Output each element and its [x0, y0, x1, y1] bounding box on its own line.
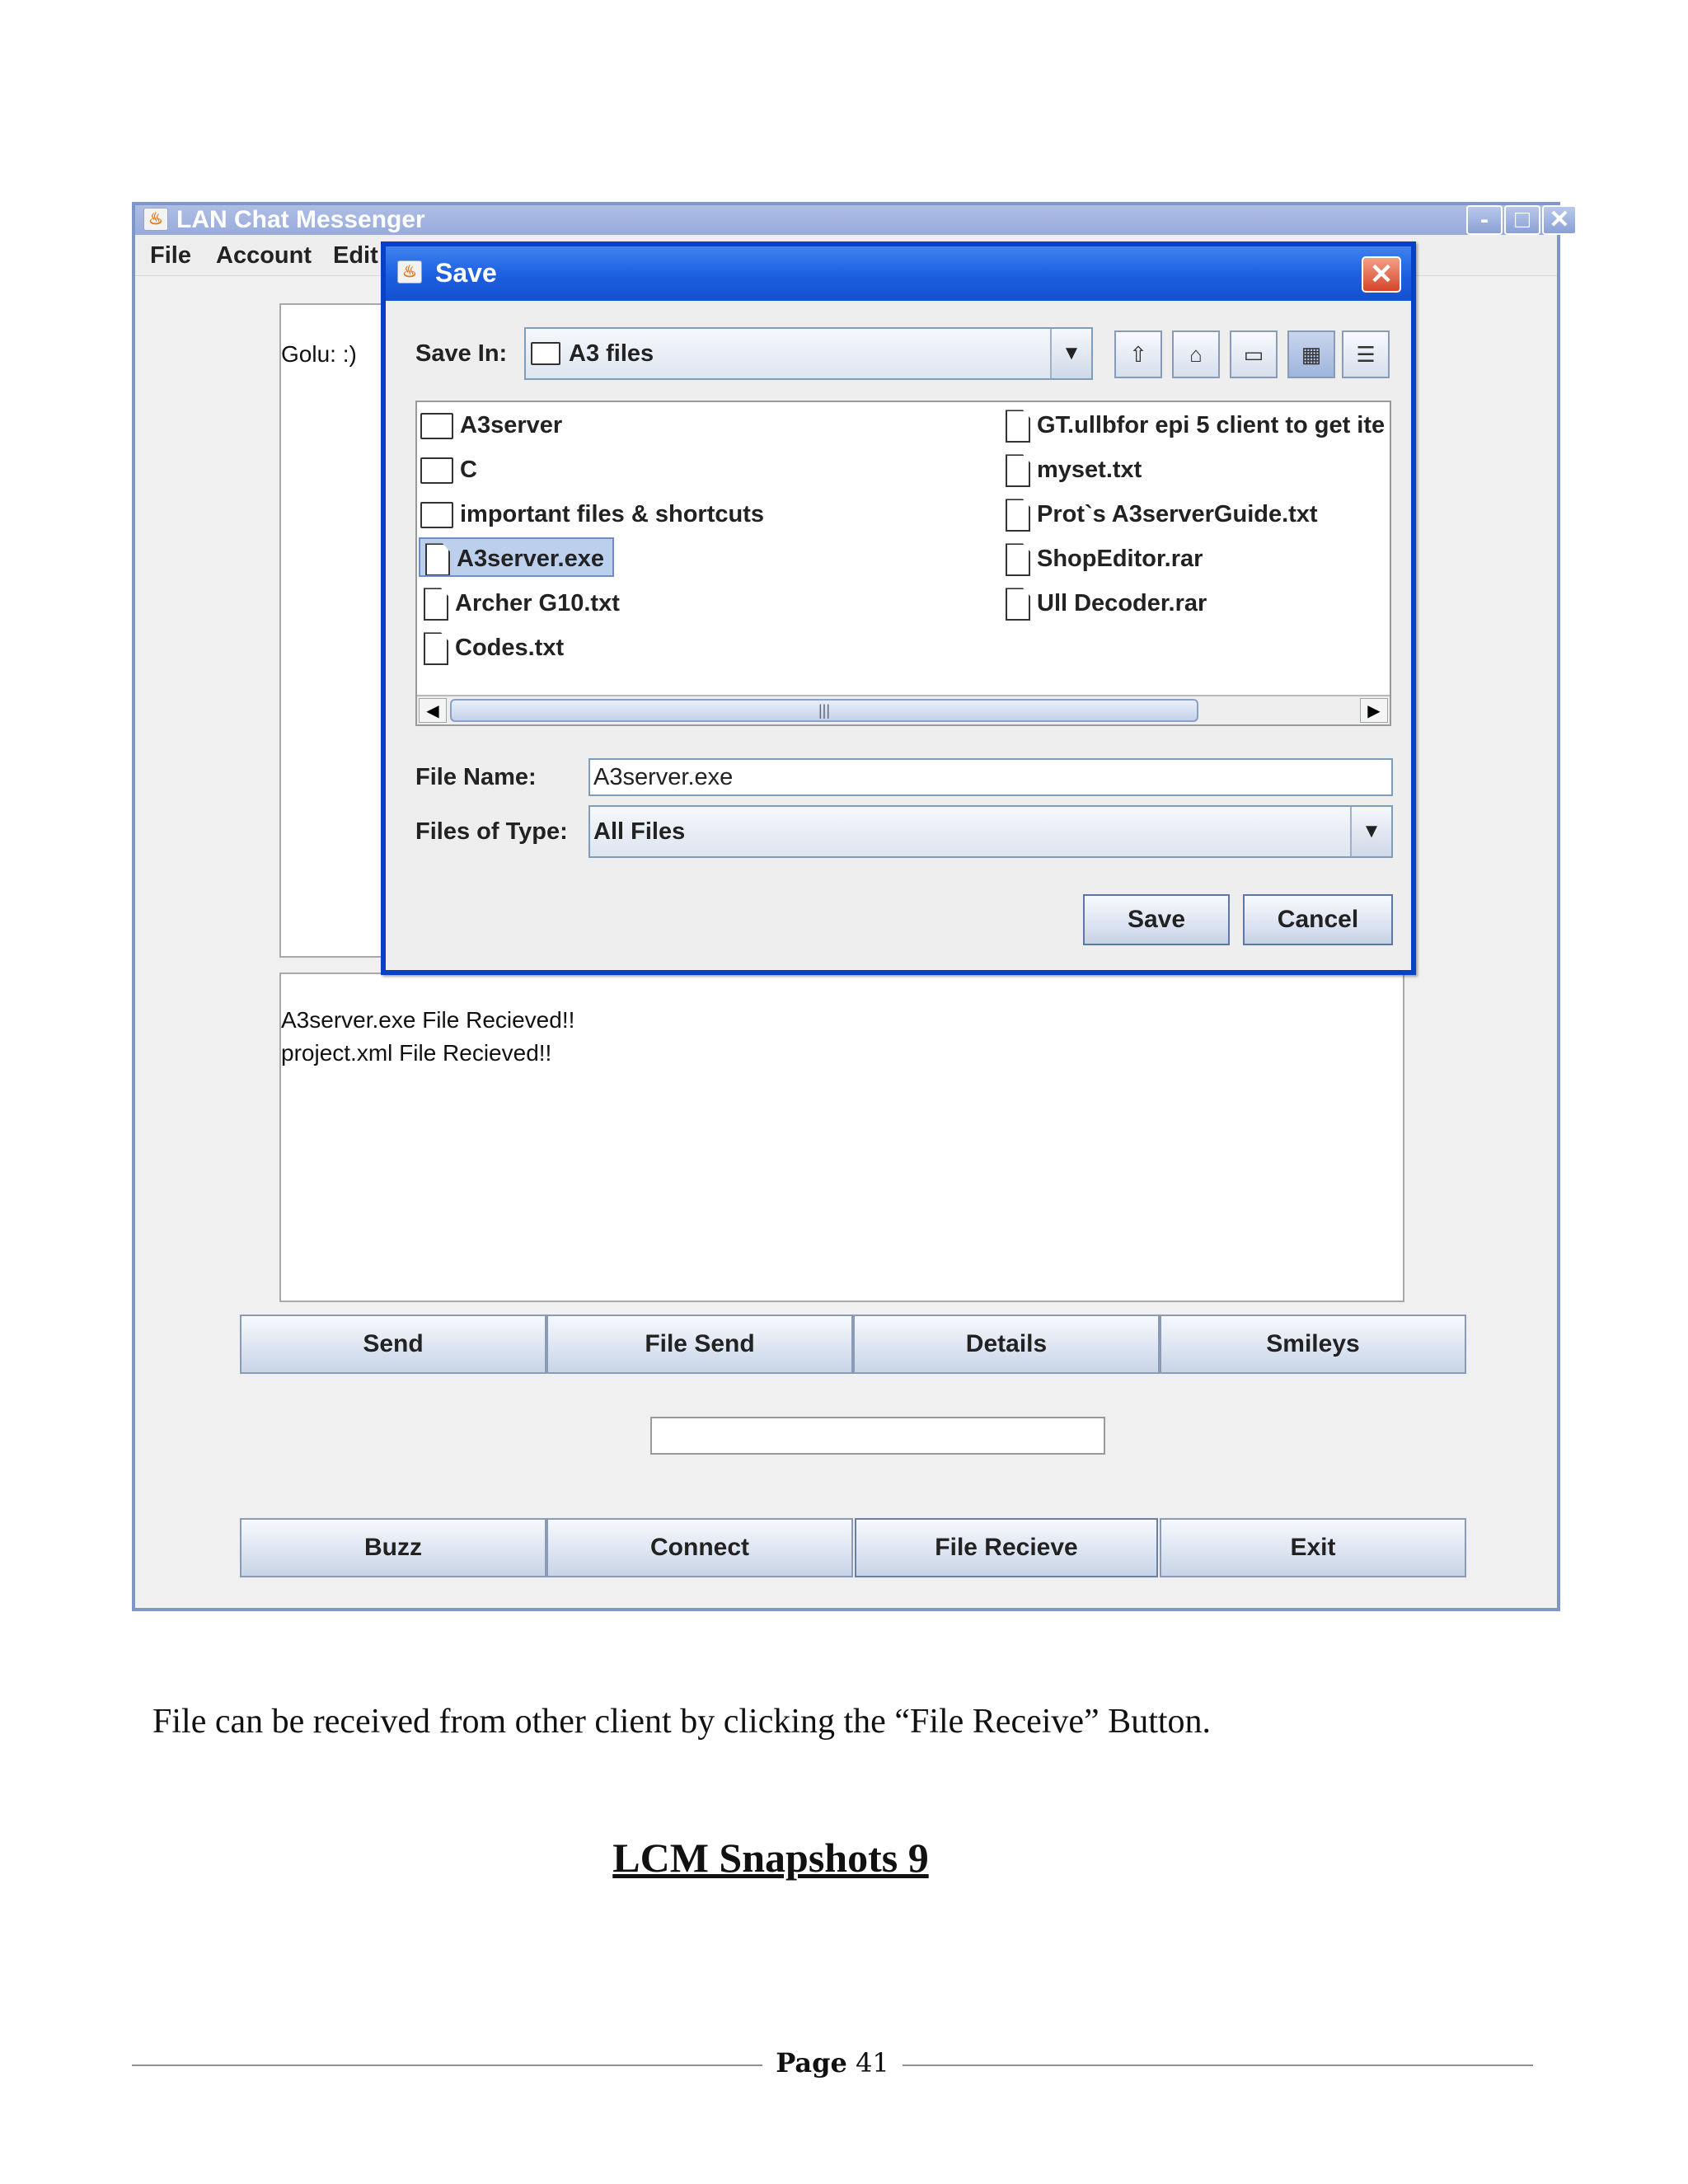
file-send-button[interactable]: File Send	[546, 1315, 853, 1374]
file-icon	[1006, 410, 1030, 443]
send-button[interactable]: Send	[240, 1315, 546, 1374]
folder-icon	[420, 502, 453, 528]
save-in-label: Save In:	[415, 340, 508, 367]
files-of-type-label: Files of Type:	[415, 818, 568, 845]
chat-message: Golu: :)	[281, 341, 357, 367]
file-list-item[interactable]: C	[420, 450, 477, 490]
file-list-item[interactable]: GT.ullbfor epi 5 client to get ite	[1006, 405, 1390, 445]
save-dialog-title-bar[interactable]	[386, 246, 1411, 301]
smileys-button[interactable]: Smileys	[1160, 1315, 1466, 1374]
status-log-line: A3server.exe File Recieved!!	[281, 1007, 575, 1033]
file-list-item[interactable]: myset.txt	[1006, 450, 1142, 490]
file-icon	[1006, 454, 1030, 487]
java-app-icon: ♨	[143, 208, 168, 231]
file-name-label: File Name:	[415, 764, 537, 790]
folder-icon	[531, 342, 560, 365]
file-icon	[1006, 543, 1030, 576]
new-folder-icon[interactable]: ▭	[1230, 330, 1278, 378]
message-input[interactable]	[650, 1417, 1105, 1455]
java-app-icon: ♨	[397, 260, 422, 284]
status-log-line: project.xml File Recieved!!	[281, 1040, 552, 1066]
file-recieve-button[interactable]: File Recieve	[855, 1518, 1158, 1577]
file-icon	[424, 632, 448, 665]
file-icon	[1006, 499, 1030, 532]
horizontal-scrollbar[interactable]	[417, 695, 1390, 724]
home-icon[interactable]: ⌂	[1172, 330, 1220, 378]
menu-file[interactable]: File	[150, 242, 191, 269]
file-list-item-selected[interactable]: A3server.exe	[419, 537, 614, 577]
list-view-icon[interactable]: ▦	[1287, 330, 1335, 378]
scroll-right-icon[interactable]: ▶	[1360, 698, 1388, 723]
file-list-item[interactable]: Archer G10.txt	[424, 583, 620, 623]
chevron-down-icon[interactable]: ▼	[1050, 329, 1091, 378]
file-icon	[424, 588, 448, 621]
cancel-button[interactable]: Cancel	[1243, 894, 1393, 945]
buzz-button[interactable]: Buzz	[240, 1518, 546, 1577]
file-list-item[interactable]: Ull Decoder.rar	[1006, 583, 1207, 623]
file-list-item[interactable]: ShopEditor.rar	[1006, 539, 1203, 579]
minimize-button[interactable]: -	[1466, 205, 1503, 235]
scroll-left-icon[interactable]: ◀	[419, 698, 447, 723]
menu-account[interactable]: Account	[216, 242, 312, 269]
main-window-title: LAN Chat Messenger	[176, 206, 425, 233]
files-of-type-select[interactable]	[588, 805, 1393, 858]
connect-button[interactable]: Connect	[546, 1518, 853, 1577]
page-word: Page	[776, 2047, 847, 2079]
page-number	[771, 2047, 894, 2079]
menu-edit[interactable]: Edit	[333, 242, 378, 269]
close-window-button[interactable]: ✕	[1542, 205, 1577, 235]
file-list-item[interactable]: important files & shortcuts	[420, 494, 764, 534]
file-icon	[425, 543, 450, 576]
up-one-level-icon[interactable]: ⇧	[1114, 330, 1162, 378]
chevron-down-icon[interactable]: ▼	[1350, 807, 1391, 856]
footer-divider	[903, 2064, 1533, 2066]
scroll-thumb[interactable]: |||	[450, 699, 1198, 722]
file-list[interactable]	[415, 401, 1391, 726]
maximize-button[interactable]: □	[1504, 205, 1540, 235]
details-view-icon[interactable]: ☰	[1342, 330, 1390, 378]
file-list-item[interactable]: Codes.txt	[424, 628, 564, 668]
save-button[interactable]: Save	[1083, 894, 1230, 945]
file-list-item[interactable]: Prot`s A3serverGuide.txt	[1006, 494, 1318, 534]
snapshot-title: LCM Snapshots 9	[612, 1835, 929, 1881]
details-button[interactable]: Details	[853, 1315, 1160, 1374]
save-dialog-title: Save	[435, 258, 497, 288]
save-in-combo[interactable]	[524, 327, 1093, 380]
file-name-input[interactable]: A3server.exe	[588, 758, 1393, 796]
folder-icon	[420, 413, 453, 439]
main-title-bar[interactable]	[135, 205, 1570, 235]
file-icon	[1006, 588, 1030, 621]
exit-button[interactable]: Exit	[1160, 1518, 1466, 1577]
file-list-item[interactable]: A3server	[420, 405, 562, 445]
save-in-value: A3 files	[569, 340, 654, 367]
status-log-panel[interactable]	[279, 972, 1404, 1302]
close-icon[interactable]: ✕	[1362, 256, 1401, 293]
files-of-type-value: All Files	[593, 818, 686, 845]
page-number-value: 41	[856, 2047, 889, 2079]
folder-icon	[420, 457, 453, 484]
caption-text: File can be received from other client by clicking the “File Receive” Button.	[152, 1703, 1212, 1741]
footer-divider	[132, 2064, 762, 2066]
save-dialog	[381, 241, 1416, 975]
